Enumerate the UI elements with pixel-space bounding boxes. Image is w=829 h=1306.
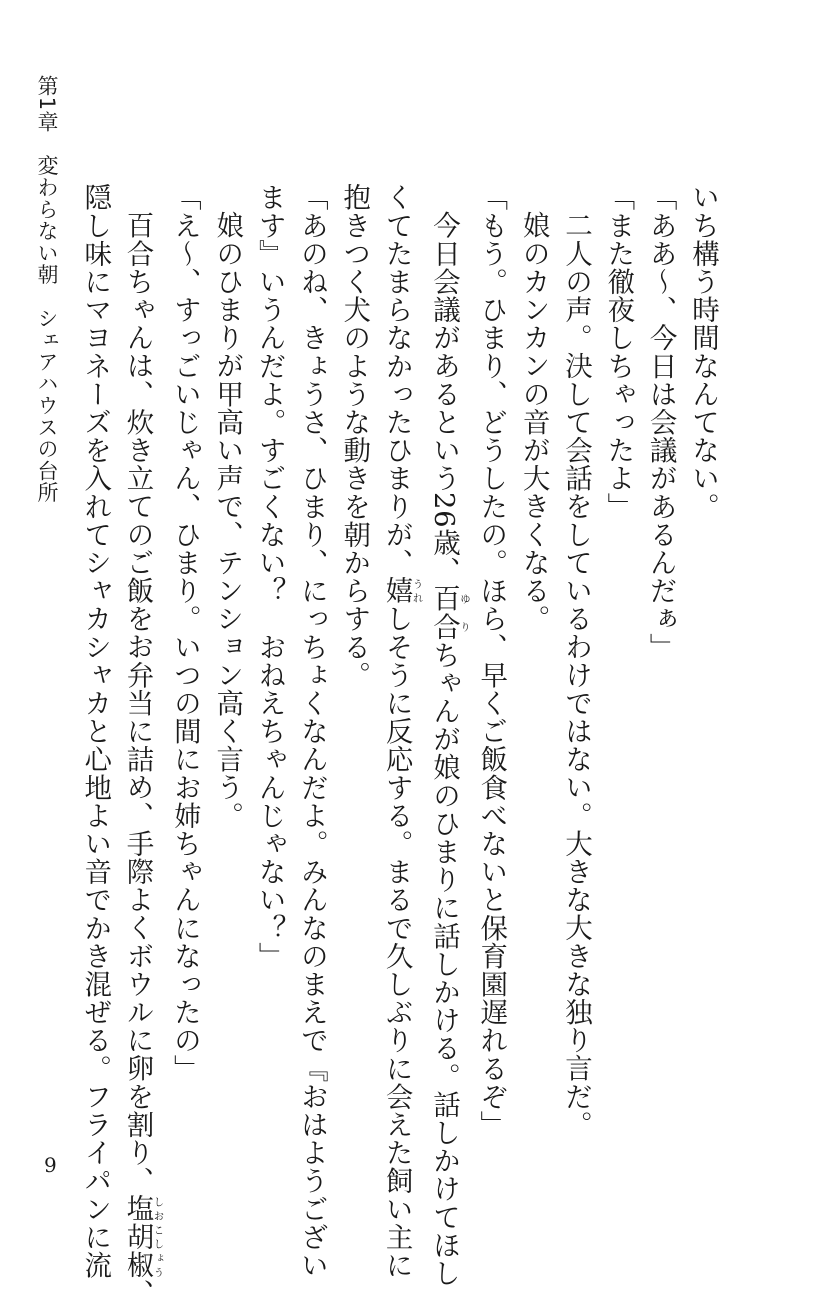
running-header bbox=[36, 75, 57, 504]
text-line-3: 「また徹夜しちゃったよ」 bbox=[602, 183, 635, 521]
ruby-ureshi-base: 嬉 bbox=[380, 576, 413, 605]
text-line-7-end: ちゃんが娘のひまりに話しかける。話しかけてほし bbox=[427, 640, 460, 1287]
text-line-7-start: 今日会議があるという26歳、 bbox=[427, 210, 460, 584]
text-line-6: 「もう。ひまり、どうしたの。ほら、早くご飯食べないと保育園遅れるぞ」 bbox=[475, 183, 508, 1139]
chapter-label: 第1章 bbox=[35, 75, 59, 133]
body-text bbox=[79, 183, 724, 1306]
ruby-koshou-base: 塩胡椒 bbox=[121, 1194, 154, 1279]
text-line-8 bbox=[375, 183, 423, 1279]
text-line-10: 「あのね、きょうさ、ひまり、にっちょくなんだよ。みんなのまえで『おはようござい bbox=[295, 183, 328, 1279]
text-line-1: いち構う時間なんてない。 bbox=[687, 183, 719, 521]
text-line-8-start: くてたまらなかったひまりが、 bbox=[380, 183, 413, 577]
text-line-12: 娘のひまりが甲高い声で、テンション高く言う。 bbox=[211, 210, 244, 829]
text-line-8-end: しそうに反応する。まるで久しぶりに会えた飼い主に bbox=[380, 604, 413, 1279]
text-line-15: 隠し味にマヨネーズを入れてシャカシャカと心地よい音でかき混ぜる。フライパンに流 bbox=[79, 183, 112, 1279]
text-line-2: 「ああ〜、今日は会議があるんだぁ」 bbox=[644, 183, 677, 661]
text-line-4: 二人の声。決して会話をしているわけではない。大きな大きな独り言だ。 bbox=[559, 210, 592, 1138]
text-line-14 bbox=[116, 183, 164, 1306]
text-line-9: 抱きつく犬のような動きを朝からする。 bbox=[338, 183, 371, 689]
text-line-13: 「え〜、すっごいじゃん、ひまり。いつの間にお姉ちゃんになったの」 bbox=[168, 183, 201, 1083]
text-line-5: 娘のカンカンの音が大きくなる。 bbox=[517, 210, 550, 632]
text-line-7 bbox=[423, 183, 470, 1287]
ruby-koshou-reading: しおこしょう bbox=[151, 1194, 164, 1279]
text-line-14-end: 、 bbox=[121, 1278, 154, 1306]
ruby-yuri bbox=[427, 583, 470, 641]
ruby-ureshi-reading: うれ bbox=[410, 576, 423, 605]
text-line-11: ます』いうんだよ。すごくない？ おねえちゃんじゃない？」 bbox=[253, 183, 286, 970]
ruby-ureshi bbox=[380, 576, 423, 605]
chapter-title: 変わらない朝 シェアハウスの台所 bbox=[35, 154, 59, 504]
page-number: 9 bbox=[44, 1153, 57, 1177]
text-line-14-start: 百合ちゃんは、炊き立てのご飯をお弁当に詰め、手際よくボウルに卵を割り、 bbox=[121, 210, 154, 1194]
ruby-yuri-base: 百合 bbox=[427, 583, 460, 641]
ruby-koshou bbox=[121, 1194, 164, 1279]
ruby-yuri-reading: ゆり bbox=[457, 583, 470, 641]
